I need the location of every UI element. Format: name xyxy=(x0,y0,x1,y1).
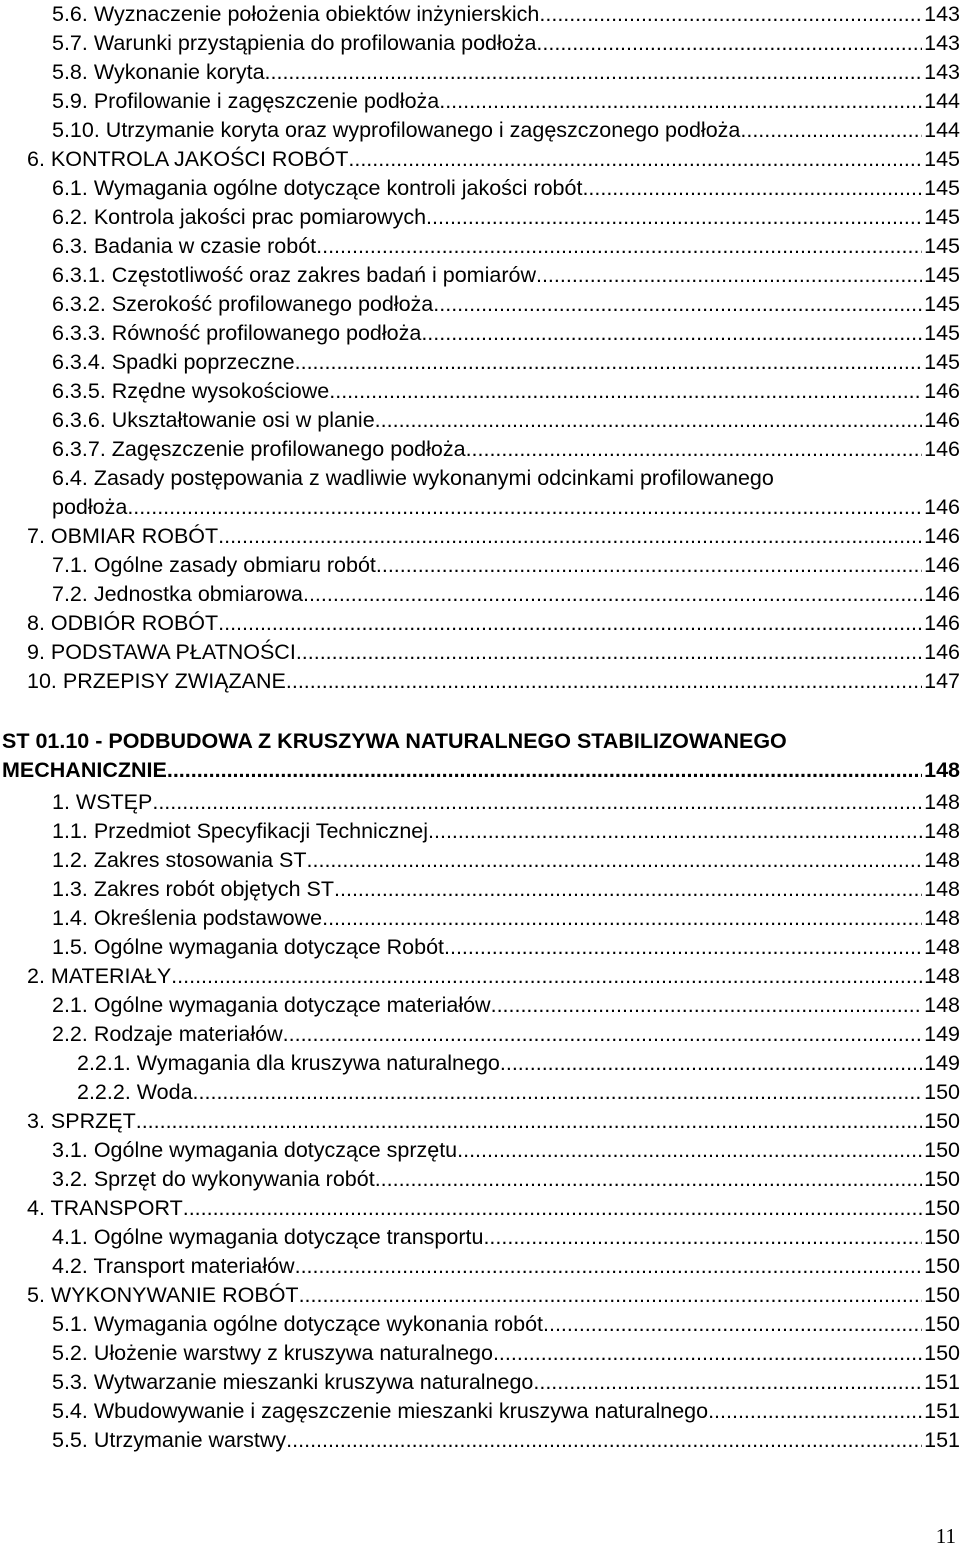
toc-entry-page: 147 xyxy=(924,669,960,693)
toc-dot-leader xyxy=(167,756,922,785)
toc-entry-title: 5.3. Wytwarzanie mieszanki kruszywa naturalnego xyxy=(52,1370,534,1394)
toc-entry-title: 8. ODBIÓR ROBÓT xyxy=(27,611,219,635)
page-number: 11 xyxy=(935,1524,956,1548)
toc-dot-leader xyxy=(439,87,922,116)
toc-entry-title: 4.2. Transport materiałów xyxy=(52,1254,295,1278)
toc-dot-leader xyxy=(740,116,922,145)
toc-entry-page: 146 xyxy=(924,524,960,548)
toc-entry-page: 150 xyxy=(924,1312,960,1336)
toc-entry-page: 143 xyxy=(924,60,960,84)
toc-entry[interactable] xyxy=(52,1136,960,1165)
toc-entry[interactable] xyxy=(52,232,960,261)
toc-entry-title: 2.1. Ogólne wymagania dotyczące materiałów xyxy=(52,993,491,1017)
toc-dot-leader xyxy=(348,145,922,174)
toc-entry[interactable] xyxy=(27,1281,960,1310)
toc-entry-title: 3. SPRZĘT xyxy=(27,1109,136,1133)
toc-entry[interactable] xyxy=(52,261,960,290)
toc-entry-title-line: ST 01.10 - PODBUDOWA Z KRUSZYWA NATURALNEGO STABILIZOWANEGO xyxy=(2,729,787,753)
toc-entry-title: 2.2. Rodzaje materiałów xyxy=(52,1022,283,1046)
toc-entry-title: 6.3.7. Zagęszczenie profilowanego podłoża xyxy=(52,437,466,461)
toc-dot-leader xyxy=(466,435,923,464)
toc-entry-page: 151 xyxy=(924,1399,960,1423)
toc-dot-leader xyxy=(218,522,922,551)
toc-entry[interactable] xyxy=(52,290,960,319)
toc-entry[interactable] xyxy=(52,1339,960,1368)
toc-entry[interactable] xyxy=(52,1426,960,1455)
toc-entry-page: 148 xyxy=(924,819,960,843)
toc-entry[interactable] xyxy=(52,1310,960,1339)
toc-entry-page: 148 xyxy=(924,935,960,959)
toc-dot-leader xyxy=(428,817,922,846)
toc-entry[interactable] xyxy=(27,667,960,696)
toc-dot-leader xyxy=(457,1136,922,1165)
toc-entry-page: 144 xyxy=(924,89,960,113)
toc-entry[interactable] xyxy=(52,846,960,875)
toc-entry-page: 149 xyxy=(924,1051,960,1075)
toc-entry-title: 3.1. Ogólne wymagania dotyczące sprzętu xyxy=(52,1138,458,1162)
toc-entry-page: 145 xyxy=(924,263,960,287)
toc-entry-title: 6.3.2. Szerokość profilowanego podłoża xyxy=(52,292,434,316)
toc-entry-page: 148 xyxy=(924,877,960,901)
toc-entry[interactable] xyxy=(52,348,960,377)
toc-entry-page: 146 xyxy=(924,611,960,635)
toc-dot-leader xyxy=(433,290,922,319)
toc-entry-page: 143 xyxy=(924,2,960,26)
toc-entry[interactable] xyxy=(52,116,960,145)
toc-entry-page: 146 xyxy=(924,640,960,664)
toc-dot-leader xyxy=(127,493,922,522)
toc-entry-title: podłoża xyxy=(52,495,128,519)
toc-entry-title: 2. MATERIAŁY xyxy=(27,964,172,988)
toc-dot-leader xyxy=(295,1252,923,1281)
toc-dot-leader xyxy=(375,406,922,435)
toc-dot-leader xyxy=(283,1020,922,1049)
toc-entry-page: 146 xyxy=(924,582,960,606)
toc-entry-title: 5. WYKONYWANIE ROBÓT xyxy=(27,1283,299,1307)
toc-entry[interactable] xyxy=(52,87,960,116)
toc-dot-leader xyxy=(539,0,922,29)
toc-entry-title: 6.1. Wymagania ogólne dotyczące kontroli jakości robót xyxy=(52,176,583,200)
toc-entry-page: 145 xyxy=(924,205,960,229)
toc-dot-leader xyxy=(218,609,922,638)
toc-dot-leader xyxy=(444,933,922,962)
toc-dot-leader xyxy=(316,232,922,261)
toc-entry-title: 7.2. Jednostka obmiarowa xyxy=(52,582,303,606)
toc-dot-leader xyxy=(303,580,922,609)
toc-dot-leader xyxy=(483,1223,922,1252)
toc-entry-title: 1.5. Ogólne wymagania dotyczące Robót xyxy=(52,935,445,959)
toc-dot-leader xyxy=(376,551,922,580)
toc-entry-page: 146 xyxy=(924,408,960,432)
toc-dot-leader xyxy=(265,58,923,87)
toc-entry-title: 6. KONTROLA JAKOŚCI ROBÓT xyxy=(27,147,349,171)
toc-entry[interactable] xyxy=(52,29,960,58)
toc-entry-title: 6.2. Kontrola jakości prac pomiarowych xyxy=(52,205,427,229)
toc-entry[interactable] xyxy=(27,1194,960,1223)
toc-entry[interactable] xyxy=(52,1252,960,1281)
toc-dot-leader xyxy=(491,991,923,1020)
toc-entry[interactable] xyxy=(52,788,960,817)
toc-dot-leader xyxy=(286,1426,922,1455)
toc-dot-leader xyxy=(421,319,922,348)
toc-entry-page: 150 xyxy=(924,1341,960,1365)
toc-entry[interactable] xyxy=(52,817,960,846)
toc-entry-title: 5.5. Utrzymanie warstwy xyxy=(52,1428,287,1452)
toc-entry-page: 145 xyxy=(924,292,960,316)
toc-entry[interactable] xyxy=(2,756,960,785)
toc-entry[interactable] xyxy=(27,962,960,991)
toc-entry-title: 5.7. Warunki przystąpienia do profilowania podłoża xyxy=(52,31,537,55)
toc-entry-page: 146 xyxy=(924,437,960,461)
toc-entry-title: 1.4. Określenia podstawowe xyxy=(52,906,323,930)
toc-entry[interactable] xyxy=(52,904,960,933)
toc-entry-page: 150 xyxy=(924,1138,960,1162)
toc-entry-title: 9. PODSTAWA PŁATNOŚCI xyxy=(27,640,296,664)
toc-entry-page: 146 xyxy=(924,495,960,519)
toc-dot-leader xyxy=(322,904,922,933)
toc-dot-leader xyxy=(286,667,922,696)
toc-dot-leader xyxy=(334,875,922,904)
toc-entry-title: 7. OBMIAR ROBÓT xyxy=(27,524,219,548)
toc-dot-leader xyxy=(582,174,922,203)
toc-entry-title: 5.10. Utrzymanie koryta oraz wyprofilowanego i zagęszczonego podłoża xyxy=(52,118,741,142)
toc-entry-page: 150 xyxy=(924,1167,960,1191)
toc-entry-title: 6.3.4. Spadki poprzeczne xyxy=(52,350,295,374)
toc-dot-leader xyxy=(536,261,922,290)
toc-entry-title: 5.6. Wyznaczenie położenia obiektów inżynierskich xyxy=(52,2,540,26)
toc-entry[interactable] xyxy=(52,1223,960,1252)
toc-entry-page: 148 xyxy=(924,906,960,930)
toc-entry-page: 148 xyxy=(924,964,960,988)
toc-entry[interactable] xyxy=(52,991,960,1020)
toc-entry[interactable] xyxy=(27,609,960,638)
toc-entry-page: 148 xyxy=(924,758,960,782)
toc-entry[interactable] xyxy=(52,58,960,87)
toc-entry-page: 145 xyxy=(924,350,960,374)
toc-entry-page: 145 xyxy=(924,147,960,171)
toc-dot-leader xyxy=(295,348,922,377)
toc-entry[interactable] xyxy=(52,319,960,348)
toc-entry[interactable] xyxy=(52,1397,960,1426)
toc-entry[interactable] xyxy=(52,1020,960,1049)
toc-entry[interactable] xyxy=(52,933,960,962)
toc-dot-leader xyxy=(136,1107,922,1136)
toc-dot-leader xyxy=(375,1165,922,1194)
toc-dot-leader xyxy=(426,203,922,232)
toc-entry-title: 1.3. Zakres robót objętych ST xyxy=(52,877,335,901)
toc-entry[interactable] xyxy=(52,377,960,406)
toc-entry[interactable] xyxy=(52,435,960,464)
toc-entry-page: 150 xyxy=(924,1196,960,1220)
toc-entry-page: 144 xyxy=(924,118,960,142)
toc-entry-page: 150 xyxy=(924,1080,960,1104)
toc-dot-leader xyxy=(299,1281,923,1310)
toc-entry-title: 1. WSTĘP xyxy=(52,790,153,814)
toc-entry-title: 5.9. Profilowanie i zagęszczenie podłoża xyxy=(52,89,440,113)
toc-entry[interactable] xyxy=(52,1165,960,1194)
toc-entry-title: 6.3.5. Rzędne wysokościowe xyxy=(52,379,330,403)
toc-entry[interactable] xyxy=(52,875,960,904)
toc-dot-leader xyxy=(329,377,922,406)
toc-entry-page: 151 xyxy=(924,1370,960,1394)
toc-dot-leader xyxy=(307,846,923,875)
toc-entry-page: 148 xyxy=(924,848,960,872)
toc-dot-leader xyxy=(536,29,922,58)
toc-entry[interactable] xyxy=(52,580,960,609)
toc-entry[interactable] xyxy=(52,0,960,29)
toc-dot-leader xyxy=(171,962,922,991)
toc-entry[interactable] xyxy=(52,551,960,580)
toc-entry[interactable] xyxy=(52,406,960,435)
toc-dot-leader xyxy=(296,638,922,667)
toc-entry-title: 5.8. Wykonanie koryta xyxy=(52,60,265,84)
toc-entry-title: 6.3. Badania w czasie robót xyxy=(52,234,317,258)
toc-entry-page: 149 xyxy=(924,1022,960,1046)
toc-entry-title: 6.3.6. Ukształtowanie osi w planie xyxy=(52,408,375,432)
toc-entry[interactable] xyxy=(27,1107,960,1136)
toc-entry[interactable] xyxy=(52,1368,960,1397)
toc-entry-page: 150 xyxy=(924,1254,960,1278)
toc-entry-page: 151 xyxy=(924,1428,960,1452)
toc-entry-title: 7.1. Ogólne zasady obmiaru robót xyxy=(52,553,376,577)
toc-entry[interactable] xyxy=(77,1078,960,1107)
toc-entry-page: 148 xyxy=(924,790,960,814)
toc-entry-title: 5.1. Wymagania ogólne dotyczące wykonania robót xyxy=(52,1312,544,1336)
toc-dot-leader xyxy=(493,1339,922,1368)
toc-entry[interactable] xyxy=(27,522,960,551)
toc-entry-title: 6.3.1. Częstotliwość oraz zakres badań i pomiarów xyxy=(52,263,536,287)
toc-dot-leader xyxy=(533,1368,922,1397)
toc-dot-leader xyxy=(500,1049,922,1078)
toc-entry-page: 143 xyxy=(924,31,960,55)
toc-entry-title: 1.1. Przedmiot Specyfikacji Technicznej xyxy=(52,819,429,843)
toc-entry-title-line: 6.4. Zasady postępowania z wadliwie wykonanymi odcinkami profilowanego xyxy=(52,466,774,490)
toc-entry-page: 150 xyxy=(924,1283,960,1307)
toc-entry-title: MECHANICZNIE xyxy=(2,758,167,782)
toc-entry-page: 145 xyxy=(924,321,960,345)
toc-entry-page: 146 xyxy=(924,553,960,577)
toc-entry-page: 150 xyxy=(924,1109,960,1133)
toc-entry[interactable] xyxy=(27,145,960,174)
toc-entry-page: 150 xyxy=(924,1225,960,1249)
toc-entry[interactable] xyxy=(27,638,960,667)
toc-entry-page: 146 xyxy=(924,379,960,403)
toc-entry-title: 4.1. Ogólne wymagania dotyczące transportu xyxy=(52,1225,484,1249)
toc-entry[interactable] xyxy=(77,1049,960,1078)
toc-entry-title: 2.2.2. Woda xyxy=(77,1080,193,1104)
toc-entry[interactable] xyxy=(52,203,960,232)
toc-dot-leader xyxy=(183,1194,922,1223)
toc-entry[interactable] xyxy=(52,174,960,203)
toc-entry-title: 2.2.1. Wymagania dla kruszywa naturalnego xyxy=(77,1051,500,1075)
toc-entry-title: 4. TRANSPORT xyxy=(27,1196,183,1220)
toc-entry-title: 10. PRZEPISY ZWIĄZANE xyxy=(27,669,286,693)
toc-entry-title: 5.4. Wbudowywanie i zagęszczenie mieszanki kruszywa naturalnego xyxy=(52,1399,709,1423)
toc-entry-page: 145 xyxy=(924,176,960,200)
toc-dot-leader xyxy=(543,1310,922,1339)
toc-entry-page: 148 xyxy=(924,993,960,1017)
toc-dot-leader xyxy=(708,1397,922,1426)
toc-entry-title: 1.2. Zakres stosowania ST xyxy=(52,848,307,872)
toc-entry[interactable] xyxy=(52,493,960,522)
toc-entry-title: 3.2. Sprzęt do wykonywania robót xyxy=(52,1167,375,1191)
toc-dot-leader xyxy=(152,788,922,817)
toc-dot-leader xyxy=(193,1078,923,1107)
toc-entry-page: 145 xyxy=(924,234,960,258)
toc-entry-title: 5.2. Ułożenie warstwy z kruszywa naturalnego xyxy=(52,1341,493,1365)
toc-entry-title: 6.3.3. Równość profilowanego podłoża xyxy=(52,321,422,345)
